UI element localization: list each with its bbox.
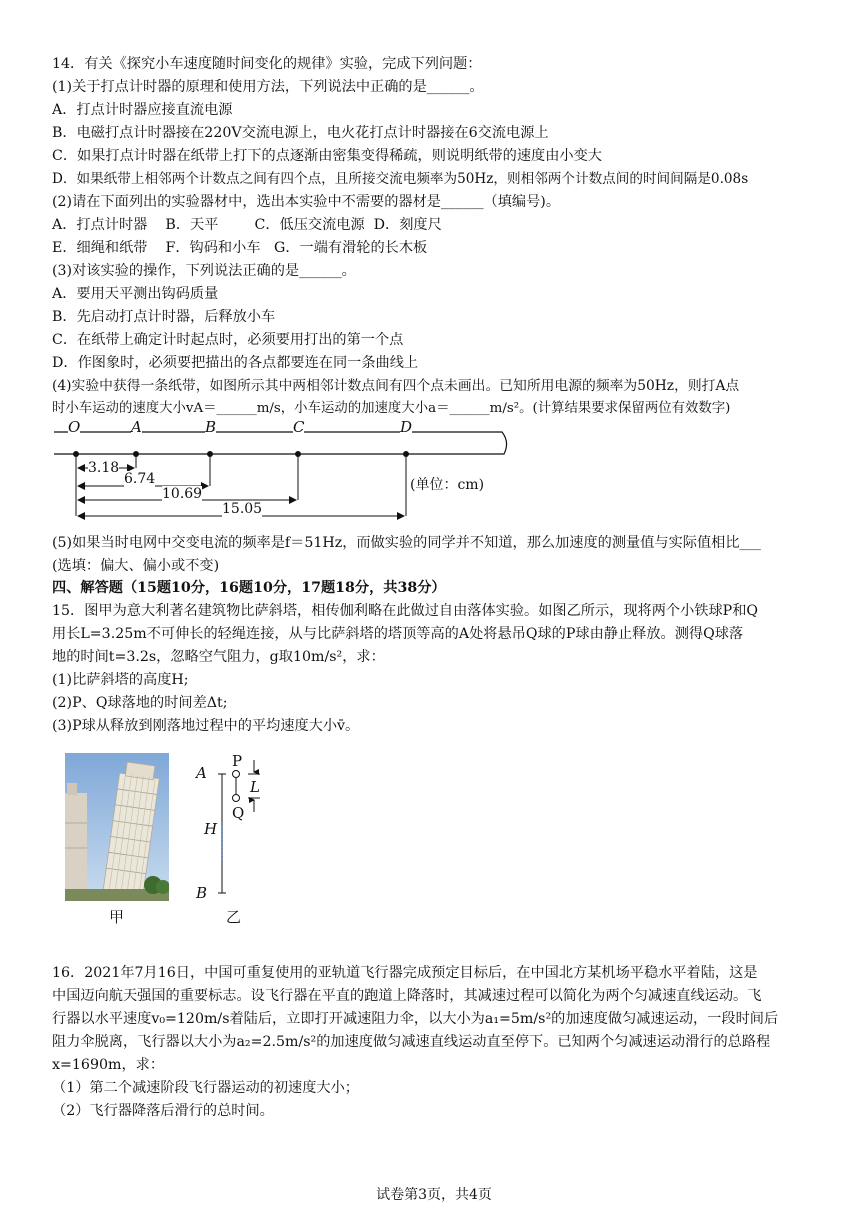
q16-line2: 中国迈向航天强国的重要标志。设飞行器在平直的跑道上降落时，其减速过程可以简化为两个匀减速直线运动。飞 bbox=[52, 988, 762, 1004]
tape-unit-label: (单位：cm) bbox=[410, 477, 485, 493]
q14-part3-option-b: B．先启动打点计时器，后释放小车 bbox=[52, 309, 276, 325]
tape-label-c: C bbox=[293, 418, 305, 436]
q16-line3: 行器以水平速度v₀=120m/s着陆后，立即打开减速阻力伞，以大小为a₁=5m/s²的加速度做匀减速运动，一段时间后 bbox=[52, 1011, 779, 1027]
label-p: P bbox=[232, 752, 243, 770]
tape-label-a: A bbox=[131, 418, 142, 436]
dim-label-ob: 6.74 bbox=[124, 471, 156, 487]
q15-line3: 地的时间t=3.2s，忽略空气阻力，g取10m/s²，求： bbox=[52, 649, 385, 665]
q14-part5-line2: (选填：偏大、偏小或不变) bbox=[52, 558, 220, 574]
q14-part4-line1: (4)实验中获得一条纸带，如图所示其中两相邻计数点间有四个点未画出。已知所用电源的频率为50Hz，则打A点 bbox=[52, 378, 740, 394]
q14-part3-option-c: C．在纸带上确定计时起点时，必须要用打出的第一个点 bbox=[52, 332, 404, 348]
q15-sub1: (1)比萨斜塔的高度H; bbox=[52, 672, 189, 688]
q14-part1-option-d: D．如果纸带上相邻两个计数点之间有四个点，且所接交流电频率为50Hz，则相邻两个计数点间的时间间隔是0.08s bbox=[52, 171, 749, 187]
q16-sub2: （2）飞行器降落后滑行的总时间。 bbox=[52, 1103, 274, 1119]
q14-part2-row1: A．打点计时器 B．天平 C．低压交流电源 D．刻度尺 bbox=[52, 217, 442, 233]
label-q: Q bbox=[232, 804, 245, 822]
ball-q bbox=[233, 795, 240, 802]
q14-part2-row2: E．细绳和纸带 F．钩码和小车 G．一端有滑轮的长木板 bbox=[52, 240, 428, 256]
q15-sub3: (3)P球从释放到刚落地过程中的平均速度大小v̄。 bbox=[52, 718, 360, 734]
q14-part1: (1)关于打点计时器的原理和使用方法，下列说法中正确的是______。 bbox=[52, 79, 484, 95]
tape-outline bbox=[54, 432, 507, 454]
dim-label-od: 15.05 bbox=[222, 501, 263, 517]
q14-part1-option-b: B．电磁打点计时器接在220V交流电源上，电火花打点计时器接在6交流电源上 bbox=[52, 125, 549, 141]
page-footer: 试卷第3页，共4页 bbox=[376, 1187, 492, 1203]
q15-sub2: (2)P、Q球落地的时间差Δt; bbox=[52, 695, 228, 711]
q16-line1: 16．2021年7月16日，中国可重复使用的亚轨道飞行器完成预定目标后，在中国北方某机场平稳水平着陆，这是 bbox=[52, 965, 758, 981]
ball-p bbox=[233, 771, 240, 778]
dim-label-oa: 3.18 bbox=[88, 460, 120, 476]
label-a: A bbox=[196, 764, 207, 782]
q14-part2: (2)请在下面列出的实验器材中，选出本实验中不需要的器材是______（填编号)。 bbox=[52, 194, 561, 210]
q14-part3-option-a: A．要用天平测出钩码质量 bbox=[52, 286, 219, 302]
section-4-heading: 四、解答题（15题10分，16题10分，17题18分，共38分） bbox=[52, 580, 446, 596]
q14-part1-option-a: A．打点计时器应接直流电源 bbox=[52, 102, 233, 118]
q15-line2: 用长L=3.25m不可伸长的轻绳连接，从与比萨斜塔的塔顶等高的A处将悬吊Q球的P球由静止释放。测得Q球落 bbox=[52, 626, 744, 642]
label-b: B bbox=[196, 884, 208, 902]
q14-part3: (3)对该实验的操作，下列说法正确的是______。 bbox=[52, 263, 356, 279]
q14-part1-option-c: C．如果打点计时器在纸带上打下的点逐渐由密集变得稀疏，则说明纸带的速度由小变大 bbox=[52, 148, 602, 164]
tape-label-d: D bbox=[400, 418, 413, 436]
tape-label-b: B bbox=[205, 418, 217, 436]
q16-line4: 阻力伞脱离，飞行器以大小为a₂=2.5m/s²的加速度做匀减速直线运动直至停下。已知两个匀减速运动滑行的总路程 bbox=[52, 1034, 771, 1050]
label-h: H bbox=[204, 820, 218, 838]
q14-part4-line2: 时小车运动的速度大小vA＝______m/s，小车运动的加速度大小a＝______m/s²。(计算结果要求保留两位有效数字) bbox=[52, 401, 731, 416]
paper-tape-figure bbox=[52, 418, 522, 524]
figure-label-yi: 乙 bbox=[226, 908, 242, 926]
q14-part5-line1: (5)如果当时电网中交变电流的频率是f＝51Hz，而做实验的同学并不知道，那么加速度的测量值与实际值相比___ bbox=[52, 535, 761, 551]
label-l: L bbox=[250, 778, 260, 796]
q16-line5: x=1690m，求： bbox=[52, 1057, 165, 1073]
leaning-tower-photo bbox=[65, 753, 169, 901]
figure-label-jia: 甲 bbox=[109, 908, 125, 926]
tape-label-o: O bbox=[68, 418, 81, 436]
dim-label-oc: 10.69 bbox=[162, 486, 203, 502]
q14-stem: 14．有关《探究小车速度随时间变化的规律》实验，完成下列问题： bbox=[52, 56, 482, 72]
q16-sub1: （1）第二个减速阶段飞行器运动的初速度大小； bbox=[52, 1080, 359, 1096]
pq-fall-diagram bbox=[190, 754, 270, 904]
q15-line1: 15．图甲为意大利著名建筑物比萨斜塔，相传伽利略在此做过自由落体实验。如图乙所示，现将两个小铁球P和Q bbox=[52, 603, 759, 619]
q14-part3-option-d: D．作图象时，必须要把描出的各点都要连在同一条曲线上 bbox=[52, 355, 419, 371]
